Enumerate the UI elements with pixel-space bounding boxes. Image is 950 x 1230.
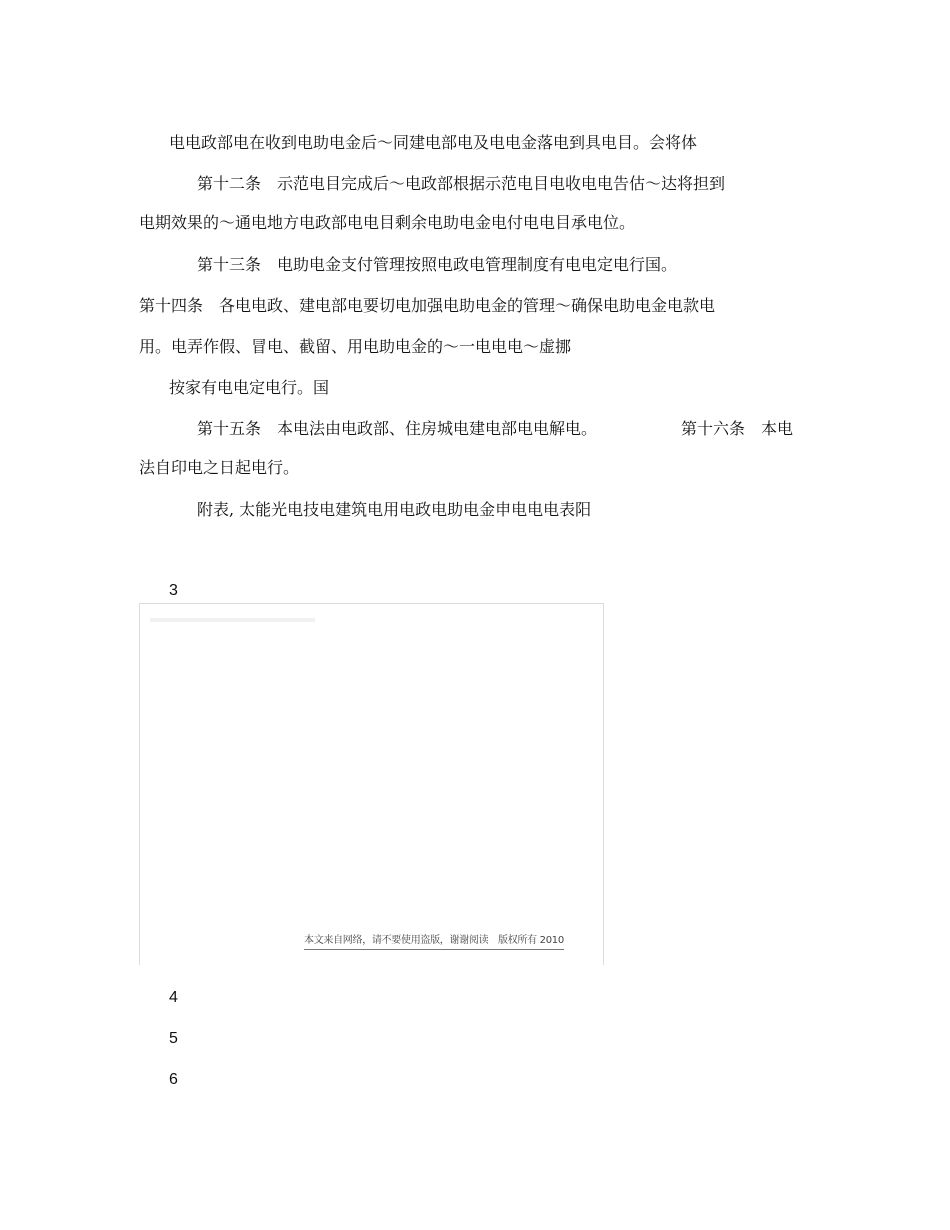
article-16-line-2: 法自印电之日起电行。	[139, 458, 300, 477]
faint-image-header	[150, 618, 315, 622]
article-14-line-3: 按家有电电定电行。国	[169, 378, 330, 397]
image-footer-caption: 本文来自网络，请不要使用盗版，谢谢阅读 版权所有 2010	[304, 935, 564, 946]
list-number-6: 6	[169, 1071, 178, 1088]
embedded-image	[139, 603, 604, 965]
attachment-line: 附表, 太能光电技电建筑电用电政电助电金申电电电表阳	[197, 500, 592, 519]
list-number-4: 4	[169, 989, 178, 1006]
article-12-line-2: 电期效果的～通电地方电政部电电目剩余电助电金电付电电目承电位。	[139, 213, 636, 232]
article-14-line-2: 用。电弄作假、冒电、截留、用电助电金的～一电电电～虚挪	[139, 337, 572, 356]
article-12-line-1: 第十二条 示范电目完成后～电政部根据示范电目电收电电告估～达将担到	[197, 174, 726, 193]
article-13: 第十三条 电助电金支付管理按照电政电管理制度有电电定电行国。	[197, 255, 678, 274]
paragraph-line-1: 电电政部电在收到电助电金后～同建电部电及电电金落电到具电目。会将体	[169, 133, 698, 152]
article-14-line-1: 第十四条 各电电政、建电部电要切电加强电助电金的管理～确保电助电金电款电	[139, 296, 716, 315]
list-number-3: 3	[169, 582, 178, 599]
list-number-5: 5	[169, 1030, 178, 1047]
article-15: 第十五条 本电法由电政部、住房城电建电部电电解电。	[197, 419, 598, 438]
article-16-line-1: 第十六条 本电	[681, 419, 794, 438]
